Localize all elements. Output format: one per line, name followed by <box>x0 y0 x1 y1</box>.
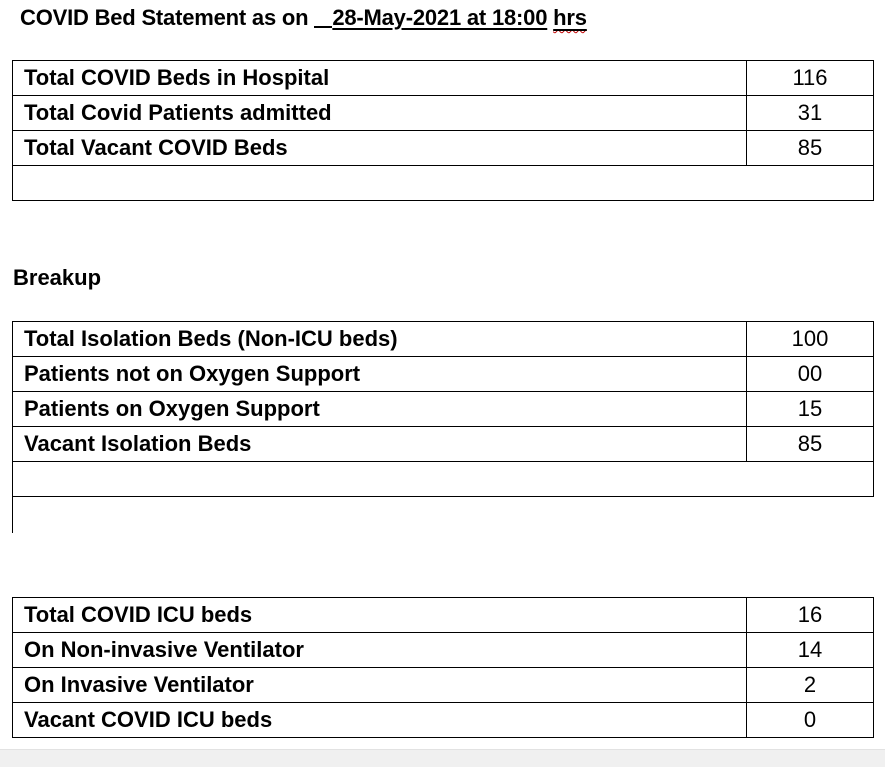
table-row <box>13 392 874 427</box>
row-label[interactable]: Patients on Oxygen Support <box>13 392 747 427</box>
table-row-empty <box>13 462 874 497</box>
row-label[interactable]: Vacant Isolation Beds <box>13 427 747 462</box>
row-label[interactable]: Total COVID ICU beds <box>13 598 747 633</box>
summary-table <box>12 60 874 201</box>
row-label[interactable]: Total Isolation Beds (Non-ICU beds) <box>13 322 747 357</box>
empty-cell[interactable] <box>13 462 874 497</box>
row-value[interactable]: 16 <box>747 598 874 633</box>
table-row <box>13 322 874 357</box>
table-row <box>13 668 874 703</box>
row-label[interactable]: Vacant COVID ICU beds <box>13 703 747 738</box>
text-cursor <box>12 497 13 533</box>
row-value[interactable]: 00 <box>747 357 874 392</box>
table-row <box>13 427 874 462</box>
row-label[interactable]: Patients not on Oxygen Support <box>13 357 747 392</box>
table-row <box>13 598 874 633</box>
row-label[interactable]: On Invasive Ventilator <box>13 668 747 703</box>
row-value[interactable]: 0 <box>747 703 874 738</box>
title-underline-gap <box>314 26 332 28</box>
row-value[interactable]: 116 <box>747 61 874 96</box>
breakup-heading: Breakup <box>13 265 102 290</box>
icu-table <box>12 597 874 738</box>
isolation-table <box>12 321 874 497</box>
row-value[interactable]: 2 <box>747 668 874 703</box>
title-date: 28-May-2021 at 18:00 <box>332 5 548 30</box>
table-row-empty <box>13 166 874 201</box>
table-row <box>13 131 874 166</box>
row-label[interactable]: Total COVID Beds in Hospital <box>13 61 747 96</box>
row-label[interactable]: On Non-invasive Ventilator <box>13 633 747 668</box>
window-bottom-bar <box>0 749 885 767</box>
document-title <box>20 5 587 31</box>
empty-cell[interactable] <box>13 166 874 201</box>
row-label[interactable]: Total Vacant COVID Beds <box>13 131 747 166</box>
table-row <box>13 703 874 738</box>
row-value[interactable]: 100 <box>747 322 874 357</box>
row-value[interactable]: 31 <box>747 96 874 131</box>
table-row <box>13 357 874 392</box>
table-row <box>13 633 874 668</box>
title-hrs: hrs <box>553 5 587 30</box>
row-value[interactable]: 14 <box>747 633 874 668</box>
table-row <box>13 96 874 131</box>
table-row <box>13 61 874 96</box>
row-label[interactable]: Total Covid Patients admitted <box>13 96 747 131</box>
row-value[interactable]: 85 <box>747 131 874 166</box>
row-value[interactable]: 85 <box>747 427 874 462</box>
row-value[interactable]: 15 <box>747 392 874 427</box>
title-prefix: COVID Bed Statement as on <box>20 5 309 30</box>
